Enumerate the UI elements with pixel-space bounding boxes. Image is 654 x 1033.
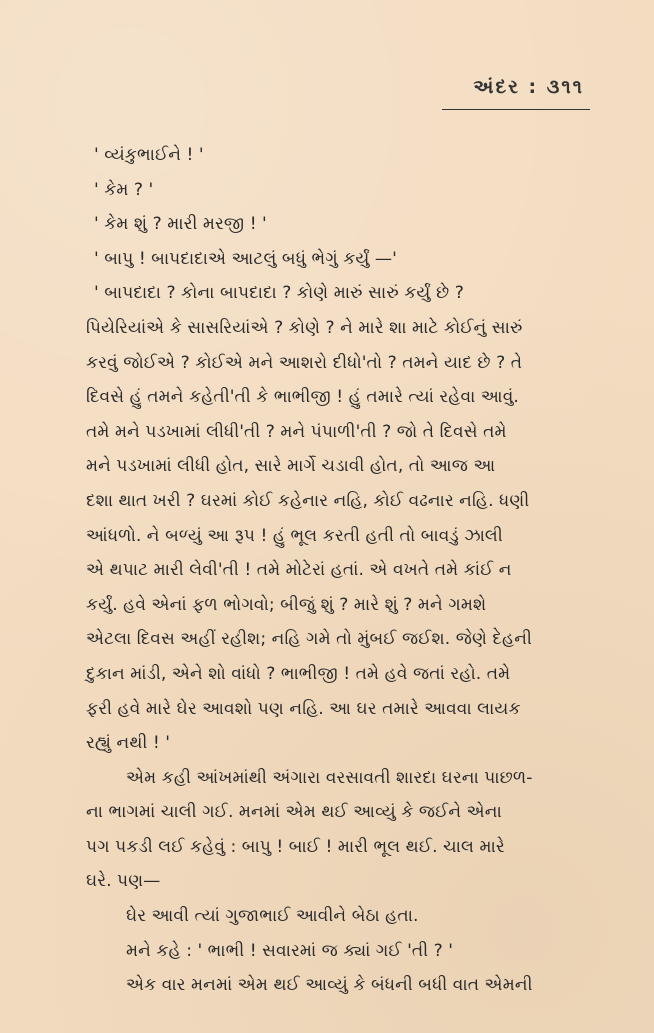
text-line: ' વ્યંકુભાઈને ! ' [94,145,204,165]
text-line: એ થપાટ મારી લેવી'તી ! તમે મોટેરાં હતાં. એ વખતે તમે કાંઈ ન [86,560,512,581]
text-line: પિયેરિયાંએ કે સાસરિયાંએ ? કોણે ? ને મારે શા માટે કોઈનું સારું [86,317,523,338]
text-line: દિવસે હું તમને કહેતી'તી કે ભાભીજી ! હું તમારે ત્યાં રહેવા આવું. [86,387,519,408]
text-line: કરવું જોઈએ ? કોઈએ મને આશરો દીધો'તો ? તમને યાદ છે ? તે [86,352,523,373]
text-line: ઘેર આવી ત્યાં ગુજાભાઈ આવીને બેઠા હતા. [126,906,419,927]
text-line: ના ભાગમાં ચાલી ગઈ. મનમાં એમ થઈ આવ્યું કે જઈને એના [86,802,502,823]
text-line: પગ પકડી લઈ કહેવું : બાપુ ! બાઈ ! મારી ભૂલ થઈ. ચાલ મારે [86,836,505,857]
page-header: અંદર : ૩૧૧ [473,76,584,98]
text-line: એટલા દિવસ અહીં રહીશ; નહિ ગમે તો મુંબઈ જઈશ. જેણે દેહની [86,629,532,650]
text-line: ' બાપુ ! બાપદાદાએ આટલું બધું ભેગું કર્યું —' [94,248,397,269]
text-line: દુકાન માંડી, એને શો વાંધો ? ભાભીજી ! તમે હવે જતાં રહો. તમે [86,663,511,684]
text-line: કર્યું. હવે એનાં ફળ ભોગવો; બીજું શું ? મારે શું ? મને ગમશે [86,594,487,615]
text-line: ઘરે. પણ— [86,871,161,892]
text-line: તમે મને પડખામાં લીધી'તી ? મને પંપાળી'તી ? જો તે દિવસે તમે [86,421,507,442]
text-line: ' બાપદાદા ? કોના બાપદાદા ? કોણે મારું સારું કર્યું છે ? [94,283,464,304]
text-line: રહ્યું નથી ! ' [86,733,170,754]
text-line: ' કેમ શું ? મારી મરજી ! ' [94,214,267,235]
text-line: મને પડખામાં લીધી હોત, સારે માર્ગે ચડાવી હોત, તો આજ આ [86,456,496,477]
text-line: મને કહે : ' ભાભી ! સવારમાં જ ક્યાં ગઈ 'તી ? ' [126,940,453,961]
text-line: એમ કહી આંખમાંથી અંગારા વરસાવતી શારદા ઘરના પાછળ- [126,767,533,788]
page-body [86,138,586,1003]
text-line: ફરી હવે મારે ઘેર આવશો પણ નહિ. આ ઘર તમારે આવવા લાયક [86,698,521,719]
text-line: દશા થાત ખરી ? ઘરમાં કોઈ કહેનાર નહિ, કોઈ વઢનાર નહિ. ધણી [86,490,530,511]
text-line: ' કેમ ? ' [94,179,154,200]
text-line: એક વાર મનમાં એમ થઈ આવ્યું કે બંધની બધી વાત એમની [126,975,533,996]
header-underline [442,109,590,110]
text-line: આંધળો. ને બળ્યું આ રૂપ ! હું ભૂલ કરતી હતી તો બાવડું ઝાલી [86,525,503,546]
